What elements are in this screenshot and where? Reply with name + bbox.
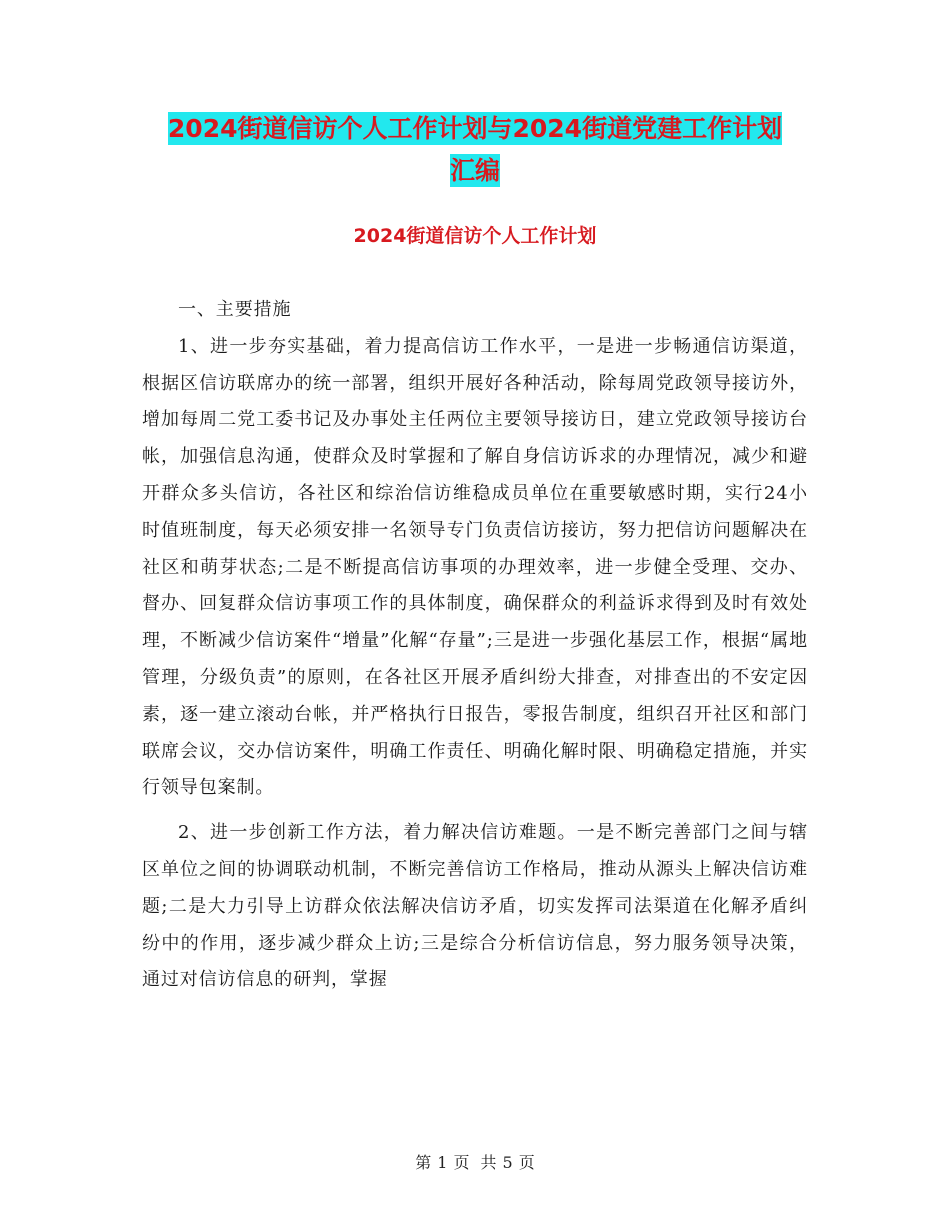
footer-mid: 页 共 xyxy=(453,1153,497,1172)
paragraph-2: 2、进一步创新工作方法，着力解决信访难题。一是不断完善部门之间与辖区单位之间的协调联动机制，不断完善信访工作格局，推动从源头上解决信访难题;二是大力引导上访群众依法解决信访矛盾，切实发挥司法渠道在化解矛盾纠纷中的作用，逐步减少群众上访;三是综合分析信访信息，努力服务领导决策，通过对信访信息的研判，掌握 xyxy=(142,822,808,991)
footer-prefix: 第 xyxy=(415,1153,432,1172)
paragraph-1: 1、进一步夯实基础，着力提高信访工作水平，一是进一步畅通信访渠道，根据区信访联席办的统一部署，组织开展好各种活动，除每周党政领导接访外，增加每周二党工委书记及办事处主任两位主要领导接访日，建立党政领导接访台帐，加强信息沟通，使群众及时掌握和了解自身信访诉求的办理情况，减少和避开群众多头信访，各社区和综治信访维稳成员单位在重要敏感时期，实行24小时值班制度，每天必须安排一名领导专门负责信访接访，努力把信访问题解决在社区和萌芽状态;二是不断提高信访事项的办理效率，进一步健全受理、交办、督办、回复群众信访事项工作的具体制度，确保群众的利益诉求得到及时有效处理，不断减少信访案件“增量”化解“存量”;三是进一步强化基层工作，根据“属地管理，分级负责”的原则，在各社区开展矛盾纠纷大排查，对排查出的不安定因素，逐一建立滚动台帐，并严格执行日报告，零报告制度，组织召开社区和部门联席会议，交办信访案件，明确工作责任、明确化解时限、明确稳定措施，并实行领导包案制。 xyxy=(142,335,808,799)
document-body xyxy=(142,292,808,999)
document-title-line2: 汇编 xyxy=(449,156,500,185)
section-title: 2024街道信访个人工作计划 xyxy=(353,225,597,247)
section-heading: 一、主要措施 xyxy=(178,299,292,320)
footer-suffix: 页 xyxy=(518,1153,535,1172)
footer-page-number: 1 xyxy=(437,1153,448,1172)
page-footer xyxy=(0,1150,950,1173)
document-title-line1: 2024街道信访个人工作计划与2024街道党建工作计划 xyxy=(167,114,783,143)
footer-total-pages: 5 xyxy=(502,1153,513,1172)
document-title xyxy=(0,108,950,192)
